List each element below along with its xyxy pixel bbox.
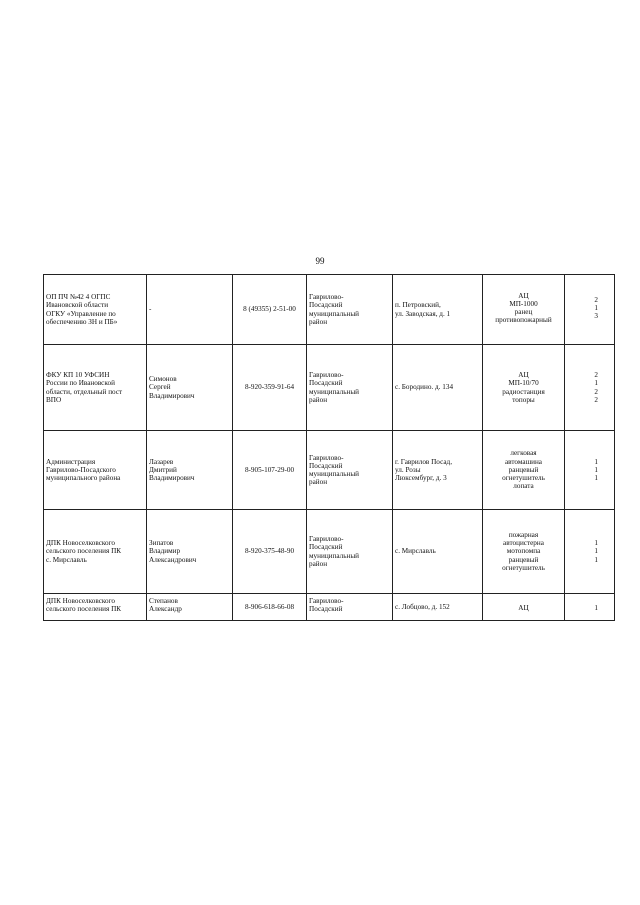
district-cell: Гаврилово- Посадский муниципальный район (307, 431, 393, 510)
quantity-cell (565, 275, 615, 345)
quantity-item: 1 (594, 303, 598, 312)
page-number: 99 (315, 256, 325, 266)
equipment-cell (483, 510, 565, 594)
table-row (44, 510, 615, 594)
equipment-cell (483, 431, 565, 510)
organization-cell: ОП ПЧ №42 4 ОГПС Ивановской области ОГКУ «Управление по обеспечению ЗН и ПБ» (44, 275, 147, 345)
phone-cell: 8-906-618-66-08 (233, 594, 307, 621)
equipment-item: ранцевый огнетушитель (502, 555, 545, 572)
equipment-item: пожарная автоцистерна (503, 530, 544, 548)
district-cell: Гаврилово- Посадский муниципальный район (307, 345, 393, 431)
equipment-item: легковая автомашина (504, 449, 542, 466)
equipment-item: АЦ (518, 604, 529, 613)
equipment-item: топоры (512, 395, 535, 404)
organization-cell: ДПК Новоселковского сельского поселения ПК (44, 594, 147, 621)
responsible-person-cell: Зипатов Владимир Александрович (147, 510, 233, 594)
quantity-item: 3 (594, 312, 598, 321)
equipment-item: ранцевый огнетушитель (502, 465, 545, 483)
equipment-item: радиостанция (502, 387, 545, 396)
quantity-item: 1 (594, 465, 598, 474)
district-cell: Гаврилово- Посадский муниципальный район (307, 275, 393, 345)
responsible-person-cell: - (147, 275, 233, 345)
responsible-person-cell: Лазарев Дмитрий Владимирович (147, 431, 233, 510)
resources-table (43, 274, 615, 621)
quantity-item: 2 (594, 387, 598, 396)
phone-cell: 8-920-375-48-90 (233, 510, 307, 594)
quantity-item: 1 (594, 474, 598, 483)
organization-cell: ДПК Новоселковского сельского поселения ПК с. Мирславль (44, 510, 147, 594)
organization-cell: ФКУ КП 10 УФСИН России по Ивановской области, отдельный пост ВПО (44, 345, 147, 431)
address-cell: с. Бородино. д. 134 (393, 345, 483, 431)
quantity-item: 1 (594, 604, 598, 613)
quantity-item: 2 (594, 395, 598, 404)
district-cell: Гаврилово- Посадский (307, 594, 393, 621)
equipment-item: ранец противопожарный (495, 308, 552, 325)
quantity-cell (565, 431, 615, 510)
equipment-item: АЦ (518, 291, 529, 300)
table-row (44, 594, 615, 621)
equipment-cell (483, 345, 565, 431)
quantity-item: 2 (594, 371, 598, 380)
quantity-cell (565, 345, 615, 431)
address-cell: г. Гаврилов Посад, ул. Розы Люксембург, д. 3 (393, 431, 483, 510)
phone-cell: 8-920-359-91-64 (233, 345, 307, 431)
phone-cell: 8-905-107-29-00 (233, 431, 307, 510)
quantity-item: 1 (594, 379, 598, 388)
table-row (44, 431, 615, 510)
equipment-item: мотопомпа (506, 547, 541, 556)
equipment-item: АЦ (518, 371, 529, 380)
quantity-item: 1 (594, 555, 598, 564)
district-cell: Гаврилово- Посадский муниципальный район (307, 510, 393, 594)
equipment-item: МП-10/70 (508, 379, 539, 388)
quantity-item: 2 (594, 295, 598, 304)
equipment-item: МП-1000 (509, 299, 538, 308)
quantity-item: 1 (594, 457, 598, 466)
address-cell: с. Лобцово, д. 152 (393, 594, 483, 621)
quantity-cell (565, 510, 615, 594)
address-cell: п. Петровский, ул. Заводская, д. 1 (393, 275, 483, 345)
equipment-cell (483, 594, 565, 621)
phone-cell: 8 (49355) 2-51-00 (233, 275, 307, 345)
responsible-person-cell: Симонов Сергей Владимирович (147, 345, 233, 431)
table-row (44, 345, 615, 431)
equipment-cell (483, 275, 565, 345)
quantity-item: 1 (594, 539, 598, 548)
organization-cell: Администрация Гаврилово-Посадского муниципального района (44, 431, 147, 510)
quantity-cell (565, 594, 615, 621)
equipment-item: лопата (513, 482, 534, 491)
quantity-item: 1 (594, 547, 598, 556)
table-row (44, 275, 615, 345)
responsible-person-cell: Степанов Александр (147, 594, 233, 621)
address-cell: с. Мирславль (393, 510, 483, 594)
